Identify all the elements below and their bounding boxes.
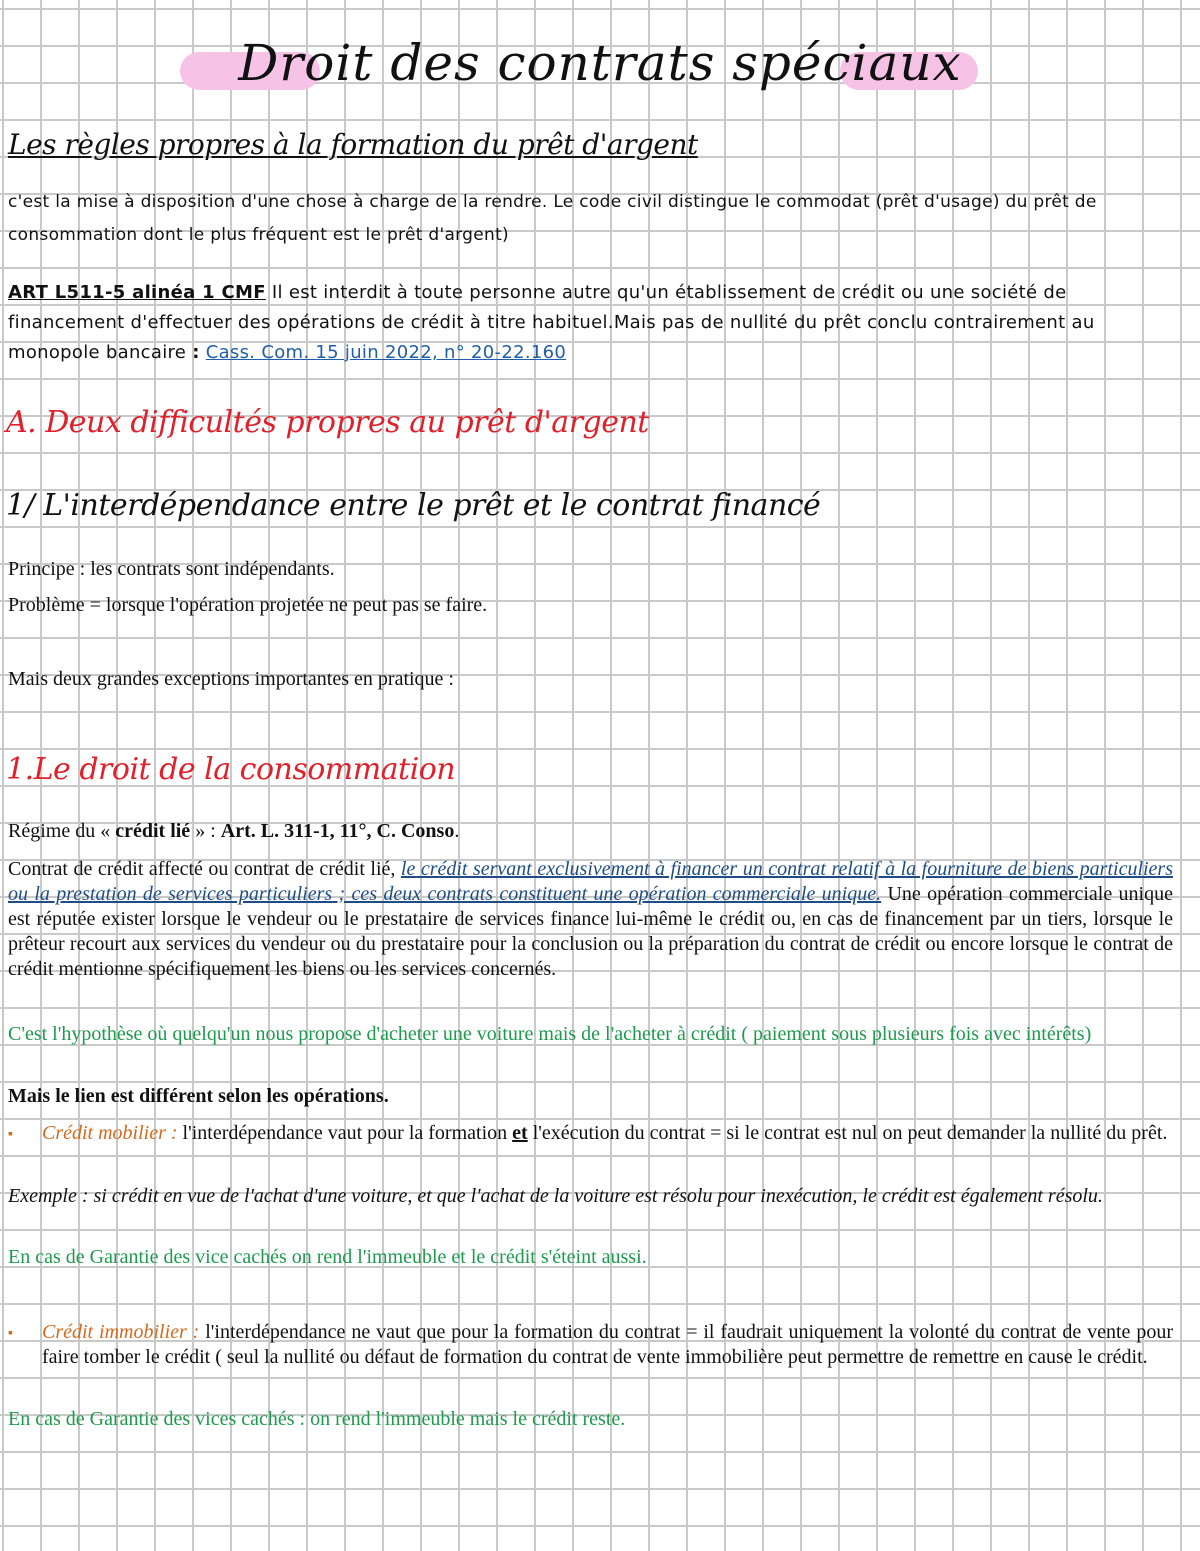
regime-bold: crédit lié	[115, 820, 191, 842]
regime-ref: Art. L. 311-1, 11°, C. Conso	[220, 820, 455, 842]
page-title: Droit des contrats spéciaux	[238, 34, 962, 92]
heading-main: Les règles propres à la formation du prêt d'argent	[8, 128, 698, 161]
sub-heading-consommation: 1.Le droit de la consommation	[6, 752, 456, 787]
garantie-2-text: En cas de Garantie des vices cachés : on rend l'immeuble mais le crédit reste.	[8, 1408, 626, 1430]
regime-text	[8, 820, 459, 843]
credit-mobilier-label: Crédit mobilier :	[42, 1122, 178, 1144]
section-1-heading: 1/ L'interdépendance entre le prêt et le contrat financé	[6, 488, 821, 523]
credit-mobilier-text-b: l'exécution du contrat = si le contrat est nul on peut demander la nullité du prêt.	[527, 1122, 1168, 1144]
regime-end: .	[454, 820, 460, 842]
principe-text: Principe : les contrats sont indépendants.	[8, 558, 335, 580]
article-text: Il est interdit à toute personne autre qu'un établissement de crédit ou une société de financement d'effectuer des opérations de crédit à titre habituel.Mais pas de nullité du prêt conclu contrairement au monopole bancaire	[8, 282, 1095, 363]
definition-paragraph	[8, 857, 1173, 982]
bullet-icon: ▪	[8, 1127, 13, 1142]
article-paragraph	[8, 278, 1173, 368]
credit-mobilier-et: et	[512, 1122, 528, 1144]
credit-mobilier-paragraph	[42, 1121, 1173, 1146]
definition-pre: Contrat de crédit affecté ou contrat de crédit lié,	[8, 858, 401, 880]
section-a-heading: A. Deux difficultés propres au prêt d'argent	[6, 405, 649, 440]
bullet-icon: ▪	[8, 1326, 13, 1341]
exceptions-text: Mais deux grandes exceptions importantes en pratique :	[8, 668, 454, 690]
article-colon: :	[192, 342, 200, 363]
credit-mobilier-text-a: l'interdépendance vaut pour la formation	[177, 1122, 513, 1144]
regime-pre: Régime du «	[8, 820, 116, 842]
case-link[interactable]: Cass. Com. 15 juin 2022, n° 20-22.160	[205, 342, 567, 363]
definition-italic: le crédit servant exclusivement à financer un contrat relatif à la fourniture de biens particuliers ou la prestation de services particuliers ; ces deux contrats constituent une opération commerciale unique.	[8, 858, 1173, 905]
article-ref: ART L511-5 alinéa 1 CMF	[8, 282, 266, 303]
regime-mid: » :	[190, 820, 221, 842]
probleme-text: Problème = lorsque l'opération projetée ne peut pas se faire.	[8, 594, 488, 616]
credit-immobilier-text: l'interdépendance ne vaut que pour la formation du contrat = il faudrait uniquement la volonté du contrat de vente pour faire tomber le crédit ( seul la nullité ou défaut de formation du contrat de vente immobilière peut permettre de remettre en cause le crédit.	[42, 1321, 1173, 1368]
lien-text: Mais le lien est différent selon les opérations.	[8, 1085, 389, 1107]
hypothese-text: C'est l'hypothèse où quelqu'un nous propose d'acheter une voiture mais de l'acheter à crédit ( paiement sous plusieurs fois avec intérêts)	[8, 1023, 1092, 1045]
credit-immobilier-paragraph	[42, 1320, 1173, 1370]
definition-rest: Une opération commerciale unique est réputée exister lorsque le vendeur ou le prestataire de services finance lui-même le crédit ou, en cas de financement par un tiers, lorsque le prêteur recourt aux services du vendeur ou du prestataire pour la conclusion ou la préparation du contrat de crédit ou encore lorsque le contrat de crédit mentionne spécifiquement les biens ou les services concernés.	[8, 883, 1173, 980]
exemple-text: Exemple : si crédit en vue de l'achat d'une voiture, et que l'achat de la voiture est résolu pour inexécution, le crédit est également résolu.	[8, 1185, 1103, 1207]
intro-text: c'est la mise à disposition d'une chose à charge de la rendre. Le code civil distingue le commodat (prêt d'usage) du prêt de consommation dont le plus fréquent est le prêt d'argent)	[8, 192, 1097, 245]
credit-immobilier-label: Crédit immobilier :	[42, 1321, 200, 1343]
garantie-1-text: En cas de Garantie des vice cachés on rend l'immeuble et le crédit s'éteint aussi.	[8, 1246, 647, 1268]
